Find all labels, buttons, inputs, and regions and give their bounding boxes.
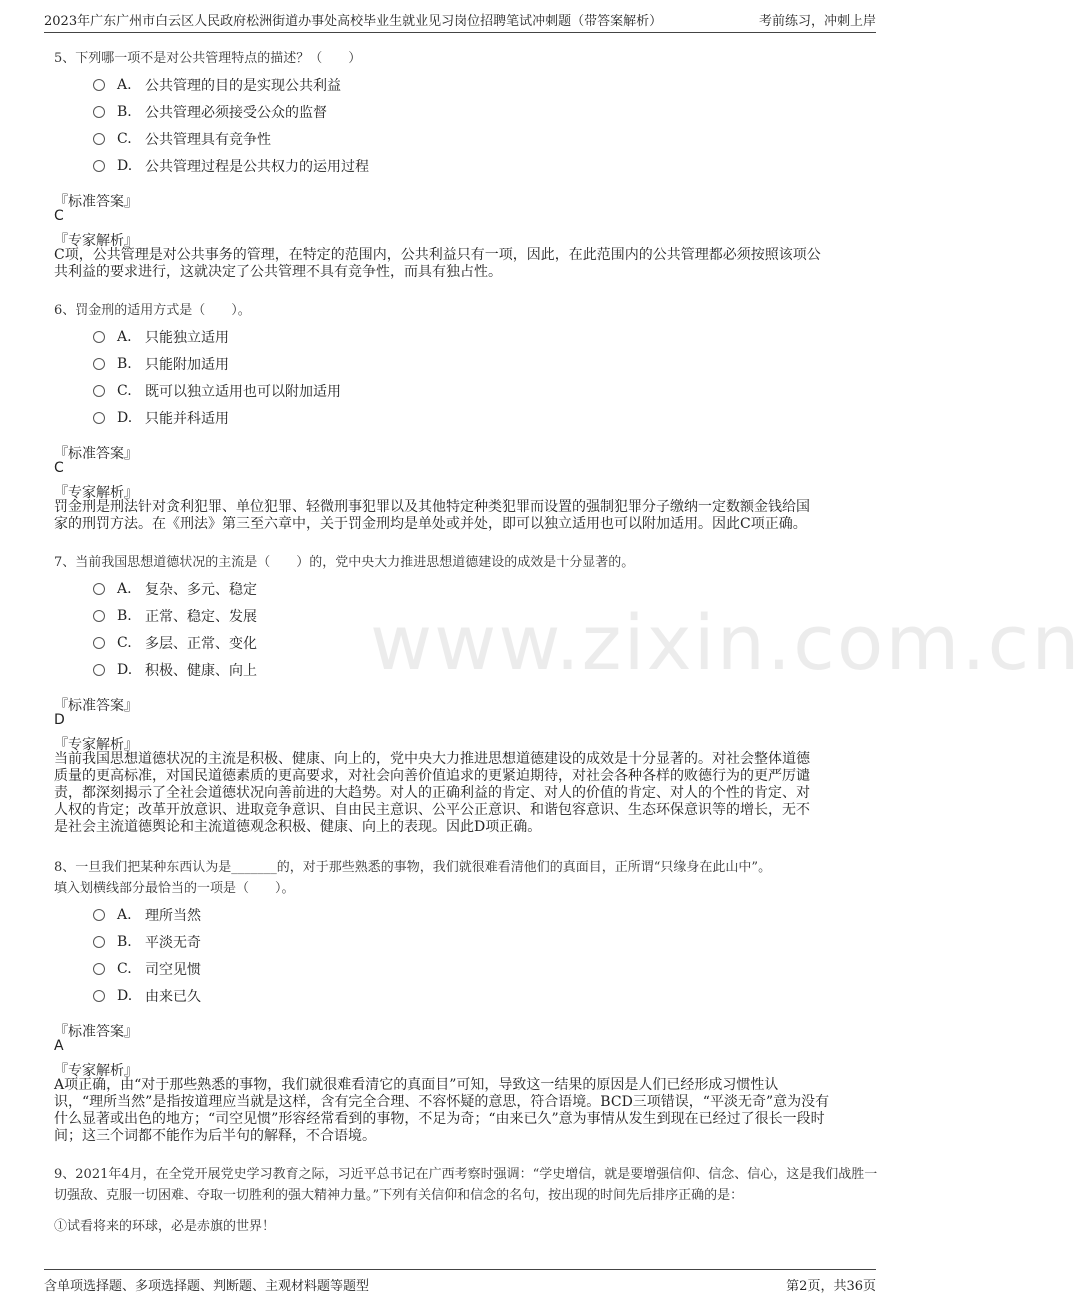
option-text: 只能独立适用 (145, 330, 229, 346)
explanation-text (54, 499, 868, 533)
explanation-line: 间；这三个词都不能作为后半句的解释，不合语境。 (54, 1128, 376, 1144)
explanation-line: A项正确，由“对于那些熟悉的事物，我们就很难看清它的真面目”可知，导致这一结果的原因是人们已经形成习惯性认 (54, 1077, 779, 1093)
radio-icon[interactable] (93, 963, 105, 975)
question-stem: 9、2021年4月，在全党开展党史学习教育之际，习近平总书记在广西考察时强调：“学史增信，就是要增强信仰、信念、信心，这是我们战胜一 (54, 1167, 878, 1182)
radio-icon[interactable] (93, 385, 105, 397)
option-letter: D. (117, 158, 133, 174)
answer-option[interactable] (93, 129, 271, 149)
option-letter: C. (117, 383, 132, 399)
answer-option[interactable] (93, 408, 229, 428)
explanation-line: 罚金刑是刑法针对贪利犯罪、单位犯罪、轻微刑事犯罪以及其他特定种类犯罪而设置的强制犯罪分子缴纳一定数额金钱给国 (54, 499, 810, 515)
option-letter: A. (117, 907, 132, 923)
option-letter: B. (117, 608, 132, 624)
answer-option[interactable] (93, 102, 327, 122)
standard-answer-label: 『标准答案』 (54, 194, 138, 210)
answer-option[interactable] (93, 579, 257, 599)
option-text: 积极、健康、向上 (145, 663, 257, 679)
radio-icon[interactable] (93, 909, 105, 921)
answer-option[interactable] (93, 986, 201, 1006)
explanation-line: 识，“理所当然”是指按道理应当就是这样，含有完全合理、不容怀疑的意思，符合语境。BCD三项错误，“平淡无奇”意为没有 (54, 1094, 830, 1110)
question-stem: ①试看将来的环球，必是赤旗的世界！ (54, 1219, 276, 1234)
answer-option[interactable] (93, 633, 257, 653)
explanation-text (54, 751, 868, 836)
question-stem: 8、一旦我们把某种东西认为是_______的，对于那些熟悉的事物，我们就很难看清他们的真面目，正所谓“只缘身在此山中”。 (54, 860, 772, 875)
standard-answer-label: 『标准答案』 (54, 698, 138, 714)
option-letter: C. (117, 131, 132, 147)
radio-icon[interactable] (93, 106, 105, 118)
answer-option[interactable] (93, 932, 201, 952)
radio-icon[interactable] (93, 412, 105, 424)
answer-option[interactable] (93, 354, 229, 374)
option-text: 复杂、多元、稳定 (145, 582, 257, 598)
explanation-text (54, 1077, 868, 1145)
option-letter: A. (117, 581, 132, 597)
radio-icon[interactable] (93, 358, 105, 370)
radio-icon[interactable] (93, 990, 105, 1002)
option-text: 只能附加适用 (145, 357, 229, 373)
page-footer (44, 1269, 876, 1294)
radio-icon[interactable] (93, 79, 105, 91)
option-letter: B. (117, 104, 132, 120)
question-stem: 7、当前我国思想道德状况的主流是（ ）的，党中央大力推进思想道德建设的成效是十分显著的。 (54, 555, 635, 570)
option-text: 既可以独立适用也可以附加适用 (145, 384, 341, 400)
header-slogan: 考前练习，冲刺上岸 (758, 14, 876, 29)
explanation-line: 什么显著或出色的地方；“司空见惯”形容经常看到的事物，不足为奇；“由来已久”意为事情从发生到现在已经过了很长一段时 (54, 1111, 825, 1127)
explanation-line: C项，公共管理是对公共事务的管理，在特定的范围内，公共利益只有一项，因此，在此范围内的公共管理都必须按照该项公 (54, 247, 821, 263)
option-text: 理所当然 (145, 908, 201, 924)
answer-option[interactable] (93, 156, 369, 176)
answer-option[interactable] (93, 75, 341, 95)
question-stem: 6、罚金刑的适用方式是（ ）。 (54, 303, 251, 318)
option-letter: D. (117, 662, 133, 678)
explanation-line: 家的刑罚方法。在《刑法》第三至六章中，关于罚金刑均是单处或并处，即可以独立适用也可以附加适用。因此C项正确。 (54, 516, 807, 532)
answer-option[interactable] (93, 959, 201, 979)
footer-note: 含单项选择题、多项选择题、判断题、主观材料题等题型 (44, 1279, 370, 1294)
radio-icon[interactable] (93, 331, 105, 343)
explanation-line: 质量的更高标准，对国民道德素质的更高要求，对社会向善价值追求的更紧迫期待，对社会各种各样的败德行为的更严厉谴 (54, 768, 810, 784)
option-letter: B. (117, 356, 132, 372)
option-letter: B. (117, 934, 132, 950)
radio-icon[interactable] (93, 664, 105, 676)
radio-icon[interactable] (93, 936, 105, 948)
document-title: 2023年广东广州市白云区人民政府松洲街道办事处高校毕业生就业见习岗位招聘笔试冲刺题（带答案解析） (44, 14, 663, 29)
question-stem: 填入划横线部分最恰当的一项是（ ）。 (54, 881, 295, 896)
answer-option[interactable] (93, 905, 201, 925)
answer-value: C (54, 460, 64, 476)
explanation-line: 是社会主流道德舆论和主流道德观念积极、健康、向上的表现。因此D项正确。 (54, 819, 542, 835)
option-letter: C. (117, 635, 132, 651)
expert-analysis-label: 『专家解析』 (54, 485, 138, 501)
page-number: 第2页，共36页 (786, 1279, 876, 1294)
radio-icon[interactable] (93, 133, 105, 145)
option-text: 公共管理具有竞争性 (145, 132, 271, 148)
standard-answer-label: 『标准答案』 (54, 446, 138, 462)
option-text: 平淡无奇 (145, 935, 201, 951)
option-letter: D. (117, 410, 133, 426)
standard-answer-label: 『标准答案』 (54, 1024, 138, 1040)
watermark: www.zixin.com.cn (370, 598, 1082, 687)
radio-icon[interactable] (93, 610, 105, 622)
answer-value: C (54, 208, 64, 224)
option-text: 公共管理过程是公共权力的运用过程 (145, 159, 369, 175)
option-text: 司空见惯 (145, 962, 201, 978)
question-stem: 5、下列哪一项不是对公共管理特点的描述？（ ） (54, 51, 362, 66)
answer-option[interactable] (93, 660, 257, 680)
explanation-text (54, 247, 868, 281)
expert-analysis-label: 『专家解析』 (54, 233, 138, 249)
option-letter: A. (117, 329, 132, 345)
radio-icon[interactable] (93, 583, 105, 595)
question-stem: 切强敌、克服一切困难、夺取一切胜利的强大精神力量。”下列有关信仰和信念的名句，按出现的时间先后排序正确的是： (54, 1188, 744, 1203)
option-letter: A. (117, 77, 132, 93)
answer-value: D (54, 712, 65, 728)
option-letter: C. (117, 961, 132, 977)
answer-value: A (54, 1038, 64, 1054)
expert-analysis-label: 『专家解析』 (54, 737, 138, 753)
option-text: 多层、正常、变化 (145, 636, 257, 652)
option-text: 公共管理必须接受公众的监督 (145, 105, 327, 121)
option-text: 由来已久 (145, 989, 201, 1005)
expert-analysis-label: 『专家解析』 (54, 1063, 138, 1079)
explanation-line: 责，都深刻揭示了全社会道德状况向善前进的大趋势。对人的正确利益的肯定、对人的价值的肯定、对人的个性的肯定、对 (54, 785, 810, 801)
page-header (44, 10, 876, 33)
explanation-line: 共利益的要求进行，这就决定了公共管理不具有竞争性，而具有独占性。 (54, 264, 502, 280)
option-text: 只能并科适用 (145, 411, 229, 427)
answer-option[interactable] (93, 606, 257, 626)
radio-icon[interactable] (93, 160, 105, 172)
explanation-line: 人权的肯定；改革开放意识、进取竞争意识、自由民主意识、公平公正意识、和谐包容意识、生态环保意识等的增长，无不 (54, 802, 810, 818)
radio-icon[interactable] (93, 637, 105, 649)
answer-option[interactable] (93, 381, 341, 401)
answer-option[interactable] (93, 327, 229, 347)
option-text: 正常、稳定、发展 (145, 609, 257, 625)
option-letter: D. (117, 988, 133, 1004)
option-text: 公共管理的目的是实现公共利益 (145, 78, 341, 94)
explanation-line: 当前我国思想道德状况的主流是积极、健康、向上的，党中央大力推进思想道德建设的成效是十分显著的。对社会整体道德 (54, 751, 810, 767)
